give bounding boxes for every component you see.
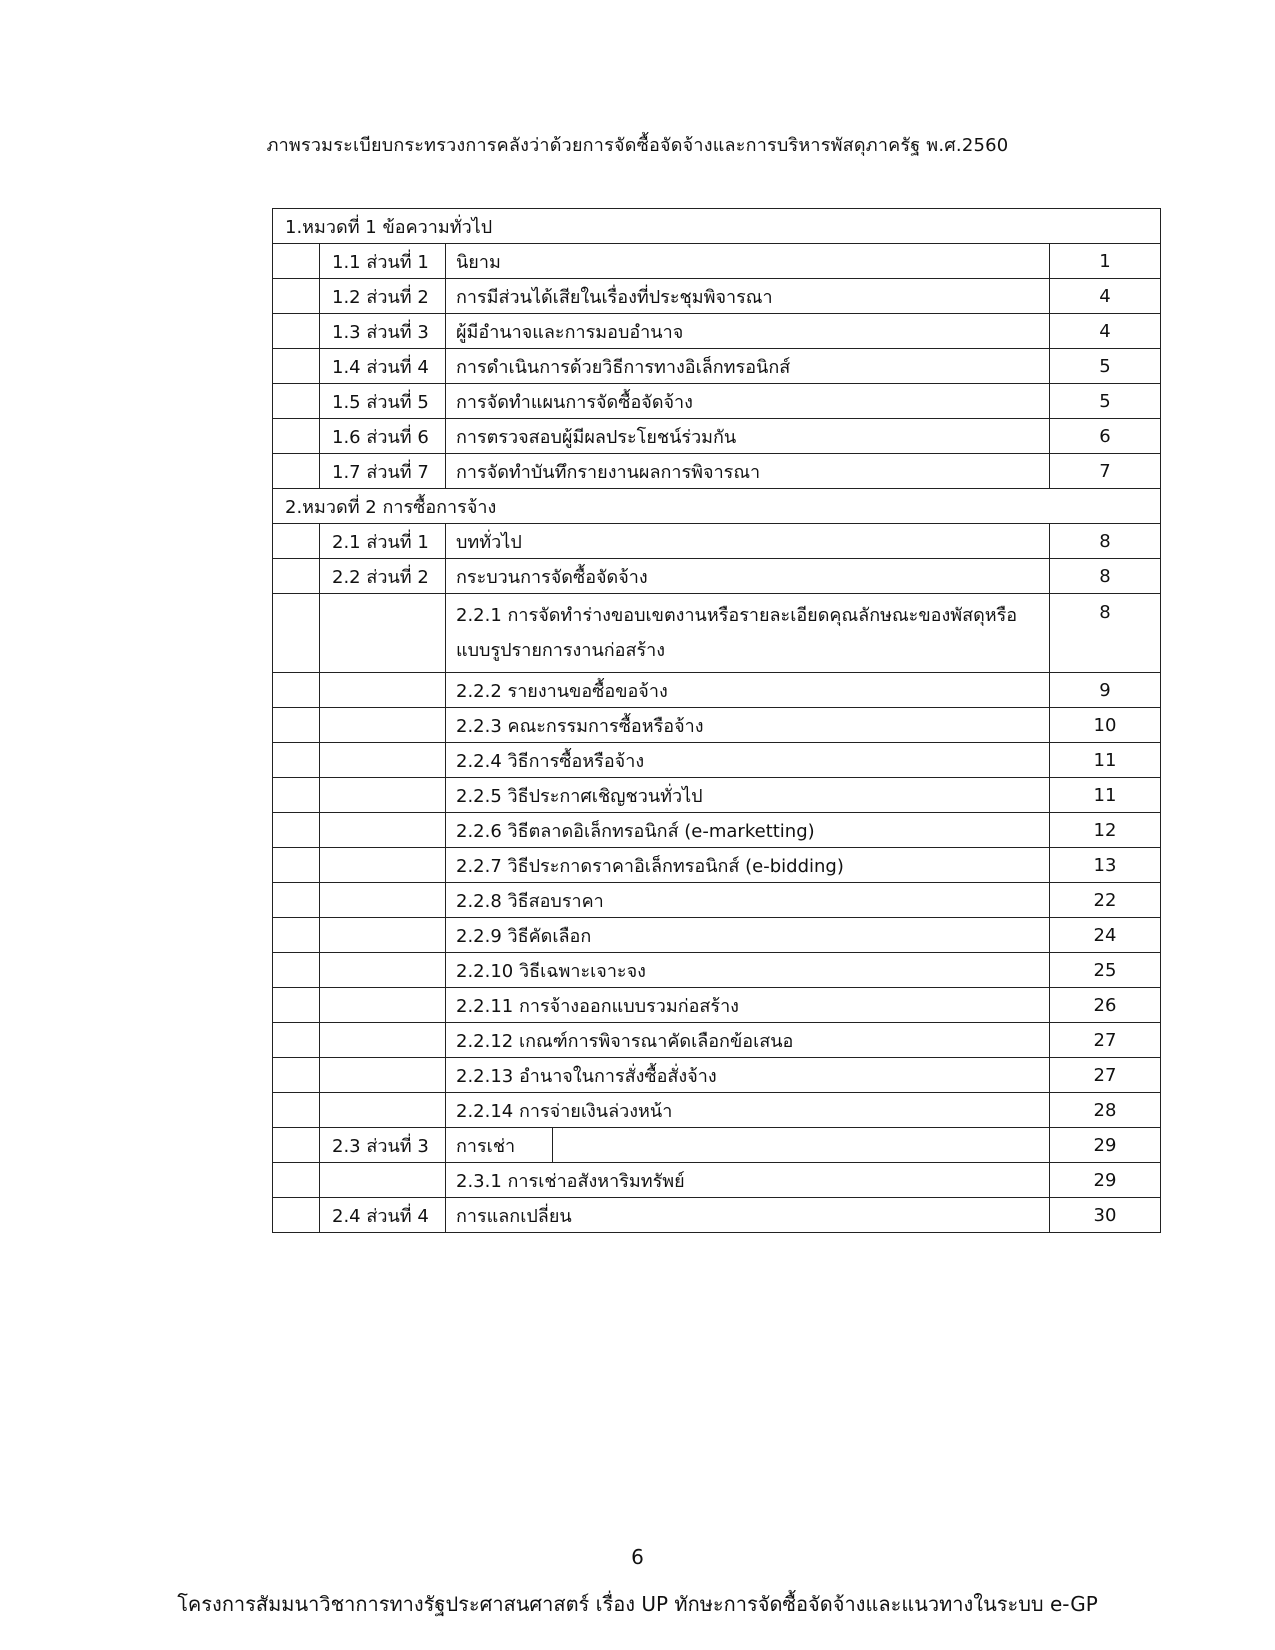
section-label: 2.2 ส่วนที่ 2 xyxy=(320,559,446,594)
indent-cell xyxy=(273,349,320,384)
indent-cell xyxy=(273,524,320,559)
section-title: การมีส่วนได้เสียในเรื่องที่ประชุมพิจารณา xyxy=(446,279,1050,314)
empty-cell xyxy=(320,1023,446,1058)
indent-cell xyxy=(273,743,320,778)
table-row xyxy=(273,883,1161,918)
section-label: 1.2 ส่วนที่ 2 xyxy=(320,279,446,314)
subsection-title: 2.2.5 วิธีประกาศเชิญชวนทั่วไป xyxy=(446,778,1050,813)
subsection-title: 2.2.12 เกณฑ์การพิจารณาคัดเลือกข้อเสนอ xyxy=(446,1023,1050,1058)
table-row xyxy=(273,1163,1161,1198)
indent-cell xyxy=(273,244,320,279)
section-label: 1.4 ส่วนที่ 4 xyxy=(320,349,446,384)
empty-cell xyxy=(320,918,446,953)
indent-cell xyxy=(273,384,320,419)
section-title: บททั่วไป xyxy=(446,524,1050,559)
page-ref: 11 xyxy=(1050,743,1161,778)
section-title: การตรวจสอบผู้มีผลประโยชน์ร่วมกัน xyxy=(446,419,1050,454)
table-row xyxy=(273,1023,1161,1058)
subsection-title: 2.2.14 การจ่ายเงินล่วงหน้า xyxy=(446,1093,1050,1128)
empty-cell xyxy=(320,848,446,883)
indent-cell xyxy=(273,1163,320,1198)
section-title: นิยาม xyxy=(446,244,1050,279)
page-ref: 6 xyxy=(1050,419,1161,454)
page-ref: 27 xyxy=(1050,1058,1161,1093)
indent-cell xyxy=(273,559,320,594)
table-row xyxy=(273,1128,1161,1163)
page-ref: 27 xyxy=(1050,1023,1161,1058)
section-title: การจัดทำบันทึกรายงานผลการพิจารณา xyxy=(446,454,1050,489)
table-row xyxy=(273,384,1161,419)
page-ref: 7 xyxy=(1050,454,1161,489)
section-title: การแลกเปลี่ยน xyxy=(446,1198,1050,1233)
indent-cell xyxy=(273,314,320,349)
table-row xyxy=(273,743,1161,778)
section-label: 1.3 ส่วนที่ 3 xyxy=(320,314,446,349)
empty-cell xyxy=(320,743,446,778)
page-ref: 10 xyxy=(1050,708,1161,743)
section-label: 2.3 ส่วนที่ 3 xyxy=(320,1128,446,1163)
split-cell xyxy=(446,1128,1049,1162)
page-ref: 13 xyxy=(1050,848,1161,883)
empty-cell xyxy=(320,673,446,708)
indent-cell xyxy=(273,813,320,848)
table-row xyxy=(273,1093,1161,1128)
indent-cell xyxy=(273,1023,320,1058)
indent-cell xyxy=(273,419,320,454)
table-row xyxy=(273,1198,1161,1233)
section-label: 2.4 ส่วนที่ 4 xyxy=(320,1198,446,1233)
subsection-title: 2.2.1 การจัดทำร่างขอบเขตงานหรือรายละเอียดคุณลักษณะของพัสดุหรือแบบรูปรายการงานก่อสร้าง xyxy=(446,594,1050,673)
table-row xyxy=(273,778,1161,813)
subsection-title: 2.2.13 อำนาจในการสั่งซื้อสั่งจ้าง xyxy=(446,1058,1050,1093)
page-ref: 4 xyxy=(1050,314,1161,349)
indent-cell xyxy=(273,1198,320,1233)
page-ref: 22 xyxy=(1050,883,1161,918)
section-title: ผู้มีอำนาจและการมอบอำนาจ xyxy=(446,314,1050,349)
page-ref: 29 xyxy=(1050,1128,1161,1163)
indent-cell xyxy=(273,848,320,883)
empty-cell xyxy=(320,778,446,813)
indent-cell xyxy=(273,708,320,743)
indent-cell xyxy=(273,594,320,673)
page-ref: 9 xyxy=(1050,673,1161,708)
section-title: กระบวนการจัดซื้อจัดจ้าง xyxy=(446,559,1050,594)
page-ref: 25 xyxy=(1050,953,1161,988)
subsection-title: 2.2.7 วิธีประกาดราคาอิเล็กทรอนิกส์ (e-bidding) xyxy=(446,848,1050,883)
page-ref: 4 xyxy=(1050,279,1161,314)
section-label: 1.1 ส่วนที่ 1 xyxy=(320,244,446,279)
table-row xyxy=(273,1058,1161,1093)
subsection-title: 2.3.1 การเช่าอสังหาริมทรัพย์ xyxy=(446,1163,1050,1198)
empty-cell xyxy=(320,988,446,1023)
page-footer: โครงการสัมมนาวิชาการทางรัฐประศาสนศาสตร์ เรื่อง UP ทักษะการจัดซื้อจัดจ้างและแนวทางในระบบ e-GP xyxy=(177,1592,1098,1616)
indent-cell xyxy=(273,454,320,489)
table-row xyxy=(273,419,1161,454)
table-row xyxy=(273,279,1161,314)
page-ref: 26 xyxy=(1050,988,1161,1023)
table-row xyxy=(273,813,1161,848)
indent-cell xyxy=(273,1128,320,1163)
empty-cell xyxy=(320,708,446,743)
section-label: 2.1 ส่วนที่ 1 xyxy=(320,524,446,559)
subsection-title: 2.2.6 วิธีตลาดอิเล็กทรอนิกส์ (e-marketting) xyxy=(446,813,1050,848)
section-title: การเช่า xyxy=(456,1135,516,1157)
table-row xyxy=(273,708,1161,743)
table-row xyxy=(273,918,1161,953)
page-ref: 28 xyxy=(1050,1093,1161,1128)
empty-cell xyxy=(320,1058,446,1093)
page-ref: 8 xyxy=(1050,594,1161,673)
page-ref: 8 xyxy=(1050,559,1161,594)
chapter-1-heading: 1.หมวดที่ 1 ข้อความทั่วไป xyxy=(273,209,1161,244)
table-row xyxy=(273,673,1161,708)
document-title: ภาพรวมระเบียบกระทรวงการคลังว่าด้วยการจัดซื้อจัดจ้างและการบริหารพัสดุภาครัฐ พ.ศ.2560 xyxy=(266,135,1009,156)
empty-cell xyxy=(320,813,446,848)
page-ref: 1 xyxy=(1050,244,1161,279)
indent-cell xyxy=(273,988,320,1023)
indent-cell xyxy=(273,1093,320,1128)
table-row xyxy=(273,848,1161,883)
subsection-title: 2.2.8 วิธีสอบราคา xyxy=(446,883,1050,918)
table-row xyxy=(273,454,1161,489)
table-row xyxy=(273,349,1161,384)
empty-cell xyxy=(320,1093,446,1128)
subsection-title: 2.2.9 วิธีคัดเลือก xyxy=(446,918,1050,953)
empty-cell xyxy=(320,953,446,988)
indent-cell xyxy=(273,883,320,918)
table-row xyxy=(273,314,1161,349)
table-row xyxy=(273,244,1161,279)
page-ref: 12 xyxy=(1050,813,1161,848)
page-number: 6 xyxy=(631,1545,644,1569)
empty-cell xyxy=(1124,489,1161,524)
section-title-cell xyxy=(446,1128,1050,1163)
chapter-2-heading: 2.หมวดที่ 2 การซื้อการจ้าง xyxy=(273,489,1124,524)
indent-cell xyxy=(273,953,320,988)
empty-cell xyxy=(553,1128,1050,1162)
subsection-title: 2.2.2 รายงานขอซื้อขอจ้าง xyxy=(446,673,1050,708)
indent-cell xyxy=(273,1058,320,1093)
table-row xyxy=(273,988,1161,1023)
chapter-1-header-row xyxy=(273,209,1161,244)
table-of-contents xyxy=(272,208,1161,1233)
table-row xyxy=(273,559,1161,594)
page-ref: 5 xyxy=(1050,349,1161,384)
table-row xyxy=(273,524,1161,559)
page-ref: 30 xyxy=(1050,1198,1161,1233)
indent-cell xyxy=(273,918,320,953)
subsection-title: 2.2.3 คณะกรรมการซื้อหรือจ้าง xyxy=(446,708,1050,743)
table-row xyxy=(273,594,1161,673)
subsection-title: 2.2.4 วิธีการซื้อหรือจ้าง xyxy=(446,743,1050,778)
section-label: 1.6 ส่วนที่ 6 xyxy=(320,419,446,454)
page-ref: 24 xyxy=(1050,918,1161,953)
chapter-2-header-row xyxy=(273,489,1161,524)
page-ref: 11 xyxy=(1050,778,1161,813)
empty-cell xyxy=(320,883,446,918)
subsection-title: 2.2.11 การจ้างออกแบบรวมก่อสร้าง xyxy=(446,988,1050,1023)
subsection-title: 2.2.10 วิธีเฉพาะเจาะจง xyxy=(446,953,1050,988)
indent-cell xyxy=(273,778,320,813)
table-row xyxy=(273,953,1161,988)
page-ref: 8 xyxy=(1050,524,1161,559)
page-ref: 29 xyxy=(1050,1163,1161,1198)
section-label: 1.5 ส่วนที่ 5 xyxy=(320,384,446,419)
indent-cell xyxy=(273,279,320,314)
section-title: การจัดทำแผนการจัดซื้อจัดจ้าง xyxy=(446,384,1050,419)
empty-cell xyxy=(320,1163,446,1198)
section-title: การดำเนินการด้วยวิธีการทางอิเล็กทรอนิกส์ xyxy=(446,349,1050,384)
page-ref: 5 xyxy=(1050,384,1161,419)
indent-cell xyxy=(273,673,320,708)
section-label: 1.7 ส่วนที่ 7 xyxy=(320,454,446,489)
empty-cell xyxy=(320,594,446,673)
